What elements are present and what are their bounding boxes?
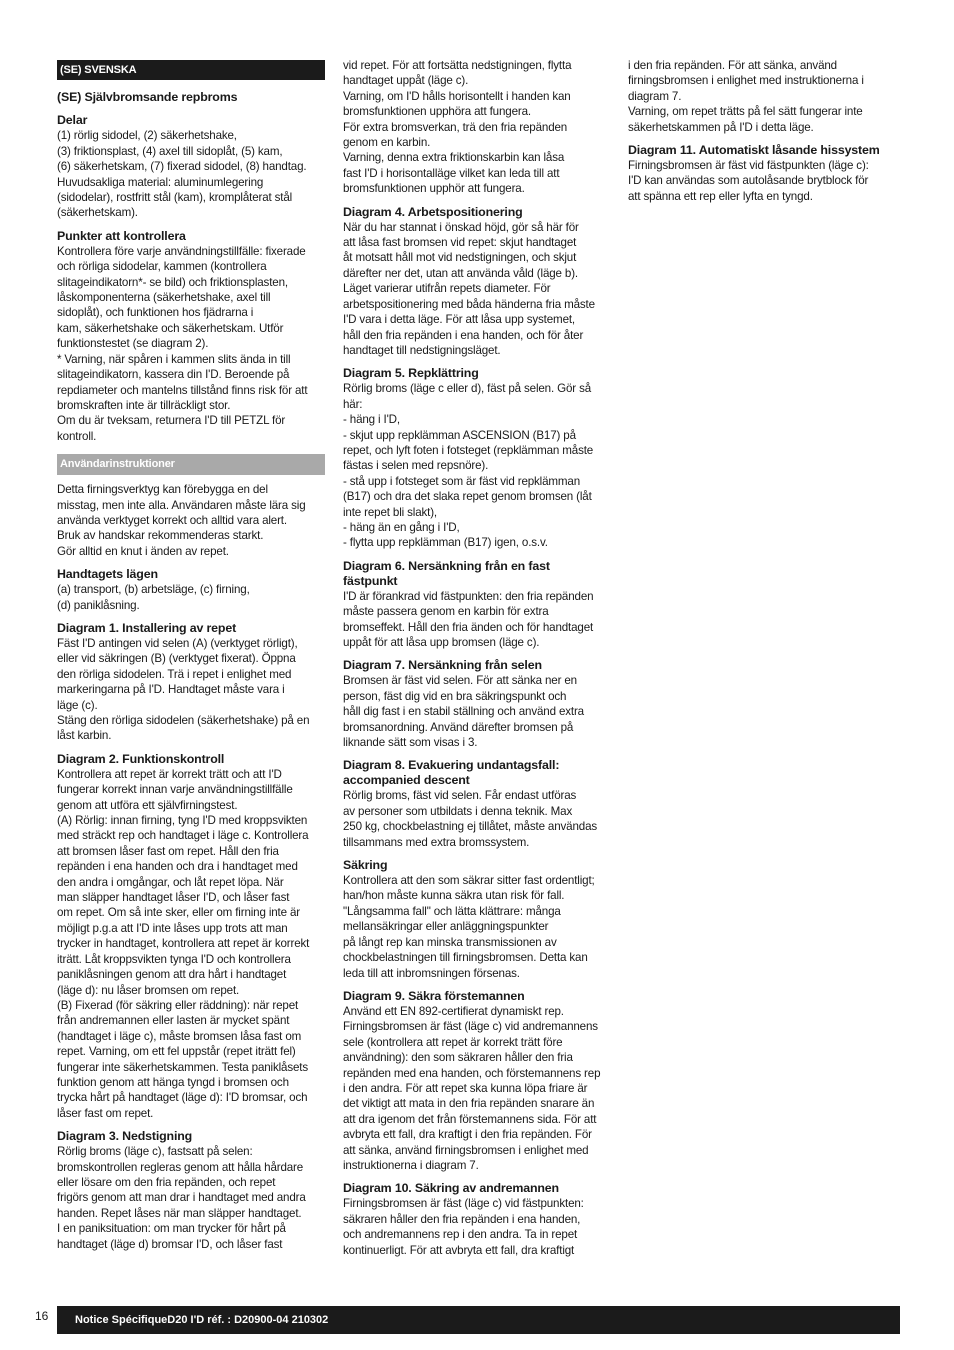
section bbox=[343, 1181, 611, 1258]
section-heading: Diagram 11. Automatiskt låsande hissystem bbox=[628, 143, 880, 158]
section-body: Rörlig broms (läge c eller d), fäst på selen. Gör så här: - häng i I'D, - skjut upp repklämman ASCENSION (B17) på repet, och lyft foten i fotsteget (repklämman måste fästas i selen med repsnöre). - stå upp i fotsteget som är fäst vid repklämman (B17) och dra det slaka repet genom bromsen (låt inte repet bli slakt), - häng än en gång i I'D, - flytta upp repklämman (B17) igen, o.s.v. bbox=[343, 382, 594, 550]
section-heading: Diagram 3. Nedstigning bbox=[57, 1129, 193, 1144]
section-body: I'D är förankrad vid fästpunkten: den fria repänden måste passera genom en karbin för extra bromseffekt. Håll den fria änden och för handtaget uppåt för att låsa upp bromsen (läge c). bbox=[343, 589, 594, 649]
section-heading: Diagram 4. Arbetspositionering bbox=[343, 204, 523, 219]
section bbox=[343, 658, 611, 750]
footer-reference: Notice SpécifiqueD20 I'D réf. : D20900-04 210302 bbox=[57, 1306, 900, 1334]
section bbox=[57, 567, 325, 613]
column-right bbox=[628, 58, 896, 204]
language-bar: (SE) SVENSKA bbox=[57, 60, 325, 80]
section-body: (1) rörlig sidodel, (2) säkerhetshake, (3) friktionsplast, (4) axel till sidoplåt, (5) kam, (6) säkerhetskam, (7) fixerad sidodel, (8) handtag. Huvudsakliga material: aluminumlegering (sidodelar), rostfritt stål (kam), kromplåterat stål (säkerhetskam). bbox=[57, 129, 307, 220]
section bbox=[57, 621, 325, 744]
section bbox=[343, 205, 611, 359]
section-body: Firningsbromsen är fäst (läge c) vid fästpunkten: säkraren håller den fria repänden i ena handen, och andremannens rep i den andra. Ta in repet kontinuerligt. För att avbryta ett fall, dra kraftigt bbox=[343, 1197, 584, 1257]
section-body: Bromsen är fäst vid selen. För att sänka ner en person, fäst dig vid en bra säkringspunkt och håll dig fast i en stabil ställning och använd extra bromsanordning. Använd därefter bromsen på liknande sätt som visas i 3. bbox=[343, 674, 584, 750]
instructions-bar: Användarinstruktioner bbox=[57, 454, 325, 475]
section-heading: Diagram 1. Installering av repet bbox=[57, 620, 237, 635]
section-heading: Diagram 7. Nersänkning från selen bbox=[343, 658, 542, 673]
section-body: i den fria repänden. För att sänka, använd firningsbromsen i enlighet med instruktionerna i diagram 7. Varning, om repet trätts på fel sätt fungerar inte säkerhetskammen på I'D i detta läge. bbox=[628, 59, 864, 134]
section-body: Rörlig broms, fäst vid selen. Får endast utföras av personer som utbildats i denna teknik. Max 250 kg, chockbelastning ej tillåtet, måste användas tillsammans med extra bromssystem. bbox=[343, 789, 598, 849]
section bbox=[343, 366, 611, 550]
section bbox=[57, 229, 325, 444]
column-left-lower-sections bbox=[57, 482, 325, 1252]
section-body: vid repet. För att fortsätta nedstigningen, flytta handtaget uppåt (läge c). Varning, om I'D hålls horisontellt i handen kan bromsfunktionen upphöra att fungera. För extra bromsverkan, trä den fria repänden genom en karbin. Varning, denna extra friktionskarbin kan låsa fast I'D i horisontalläge vilket kan leda till att bromsfunktionen upphör att fungera. bbox=[343, 59, 572, 196]
section bbox=[343, 758, 611, 850]
column-right-sections bbox=[628, 58, 896, 204]
section-heading: Punkter att kontrollera bbox=[57, 228, 186, 243]
section-heading: Diagram 6. Nersänkning från en fast fästpunkt bbox=[343, 558, 550, 588]
section bbox=[57, 1129, 325, 1252]
section bbox=[343, 858, 611, 981]
section-heading: Delar bbox=[57, 113, 88, 128]
section bbox=[628, 58, 896, 135]
column-left bbox=[57, 58, 325, 1252]
section bbox=[57, 752, 325, 1121]
section bbox=[343, 58, 611, 197]
section-body: Firningsbromsen är fäst vid fästpunkten (läge c): I'D kan användas som autolåsande brytblock för att spänna ett rep eller lyfta en tyngd. bbox=[628, 159, 869, 203]
column-middle bbox=[343, 58, 611, 1258]
column-middle-sections bbox=[343, 58, 611, 1258]
section-heading: Diagram 2. Funktionskontroll bbox=[57, 751, 225, 766]
section-body: Kontrollera att repet är korrekt trätt och att I'D fungerar korrekt innan varje användningstillfälle genom att utföra ett självfirningstest. (A) Rörlig: innan firning, tyng I'D med kroppsvikten med sträckt rep och handtaget i läge c. Kontrollera att bromsen låser fast om repet. Håll den fria repänden i ena handen och dra i handtaget med den andra i omgångar, och låt repet löpa. När man släpper handtaget låser I'D, och låser fast om repet. Om så inte sker, eller om firning inte är möjligt p.g.a att I'D inte låses upp trots att man trycker in handtaget, kontrollera att repet är korrekt iträtt. Låt kroppsvikten tynga I'D och kontrollera paniklåsningen genom att dra hårt i handtaget (läge d): nu låser bromsen om repet. (B) Fixerad (för säkring eller räddning): när repet från andremannen eller lasten är mycket spänt (handtaget i läge c), måste bromsen låsa fast om repet. Varning, om ett fel uppstår (repet iträtt fel) fungerar inte säkerhetskammen. Testa paniklåsets funktion genom att hänga tyngd i bromsen och trycka hårt på handtaget (läge d): I'D bromsar, och låser fast om repet. bbox=[57, 767, 310, 1120]
section-body: Kontrollera att den som säkrar sitter fast ordentligt; han/hon måste kunna säkra utan risk för fall. "Långsamma fall" och lätta klättrare: många mellansäkringar eller anläggningspunkter på långt rep kan minska transmissionen av chockbelastningen till firningsbromsen. Detta kan leda till att inbromsningen försenas. bbox=[343, 874, 595, 980]
section-heading: Diagram 5. Repklättring bbox=[343, 366, 479, 381]
document-title: (SE) Självbromsande repbroms bbox=[57, 90, 238, 104]
page-number: 16 bbox=[35, 1309, 49, 1323]
section-heading: Diagram 8. Evakuering undantagsfall: accompanied descent bbox=[343, 758, 560, 788]
section bbox=[57, 482, 325, 559]
section bbox=[343, 989, 611, 1173]
section-body: När du har stannat i önskad höjd, gör så här för att låsa fast bromsen vid repet: skjut handtaget åt motsatt håll mot vid nedstigningen, och skjut därefter ner det, utan att använda våld (läge b). Läget varierar utifrån repets diameter. För arbetspositionering med båda händerna fria måste I'D vara i detta läge. För att låsa upp systemet, håll den fria repänden i ena handen, och för åter handtaget till nedstigningsläget. bbox=[343, 220, 595, 357]
section bbox=[628, 143, 896, 204]
section-body: Rörlig broms (läge c), fastsatt på selen: bromskontrollen regleras genom att hålla hårdare eller lösare om den fria repänden, och repet frigörs genom att man drar i handtaget med andra handen. Repet låses när man släpper handtaget. I en paniksituation: om man trycker för hårt på handtaget (läge d) bromsar I'D, och låser fast bbox=[57, 1145, 306, 1251]
section bbox=[343, 559, 611, 651]
section-heading: Diagram 10. Säkring av andremannen bbox=[343, 1181, 559, 1196]
section-body: Använd ett EN 892-certifierat dynamiskt rep. Firningsbromsen är fäst (läge c) vid andremannens sele (kontrollera att repet är korrekt trätt före användning): den som säkraren håller den fria repänden med ena handen, och förstemannens rep i den andra. För att repet ska kunna löpa friare är det viktigt att mata in den fria repänden snarare än att dra igenom det från förstemannens sida. För att avbryta ett fall, dra kraftigt i den fria repänden. För att sänka, använd firningsbromsen i enlighet med instruktionerna i diagram 7. bbox=[343, 1004, 601, 1172]
section-heading: Diagram 9. Säkra förstemannen bbox=[343, 988, 525, 1003]
section-body: (a) transport, (b) arbetsläge, (c) firning, (d) paniklåsning. bbox=[57, 583, 250, 612]
section bbox=[57, 113, 325, 220]
section-body: Kontrollera före varje användningstillfälle: fixerade och rörliga sidodelar, kammen (kontrollera slitageindikatorn*- se bild) och friktionsplasten, låskomponenterna (säkerhetshake, axel till sidoplåt), och funktionen hos fjädrarna i kam, säkerhetshake och säkerhetskam. Utför funktionstestet (se diagram 2). * Varning, när spåren i kammen slits ända in till slitageindikatorn, kassera din I'D. Beroende på repdiameter och mantelns tillstånd finns risk för att bromskraften inte är tillräckligt stor. Om du är tveksam, returnera I'D till PETZL för kontroll. bbox=[57, 244, 308, 443]
section-body: Detta firningsverktyg kan förebygga en del misstag, men inte alla. Användaren måste lära sig använda verktyget korrekt och alltid vara alert. Bruk av handskar rekommenderas starkt. Gör alltid en knut i änden av repet. bbox=[57, 483, 306, 558]
section-body: Fäst I'D antingen vid selen (A) (verktyget rörligt), eller vid säkringen (B) (verktyget fixerat). Öppna den rörliga sidodelen. Trä i repet i enlighet med markeringarna på I'D. Handtaget måste vara i läge (c). Stäng den rörliga sidodelen (säkerhetshake) på en låst karbin. bbox=[57, 636, 310, 743]
section-heading: Handtagets lägen bbox=[57, 567, 158, 582]
column-left-sections bbox=[57, 113, 325, 444]
section-heading: Säkring bbox=[343, 858, 388, 873]
